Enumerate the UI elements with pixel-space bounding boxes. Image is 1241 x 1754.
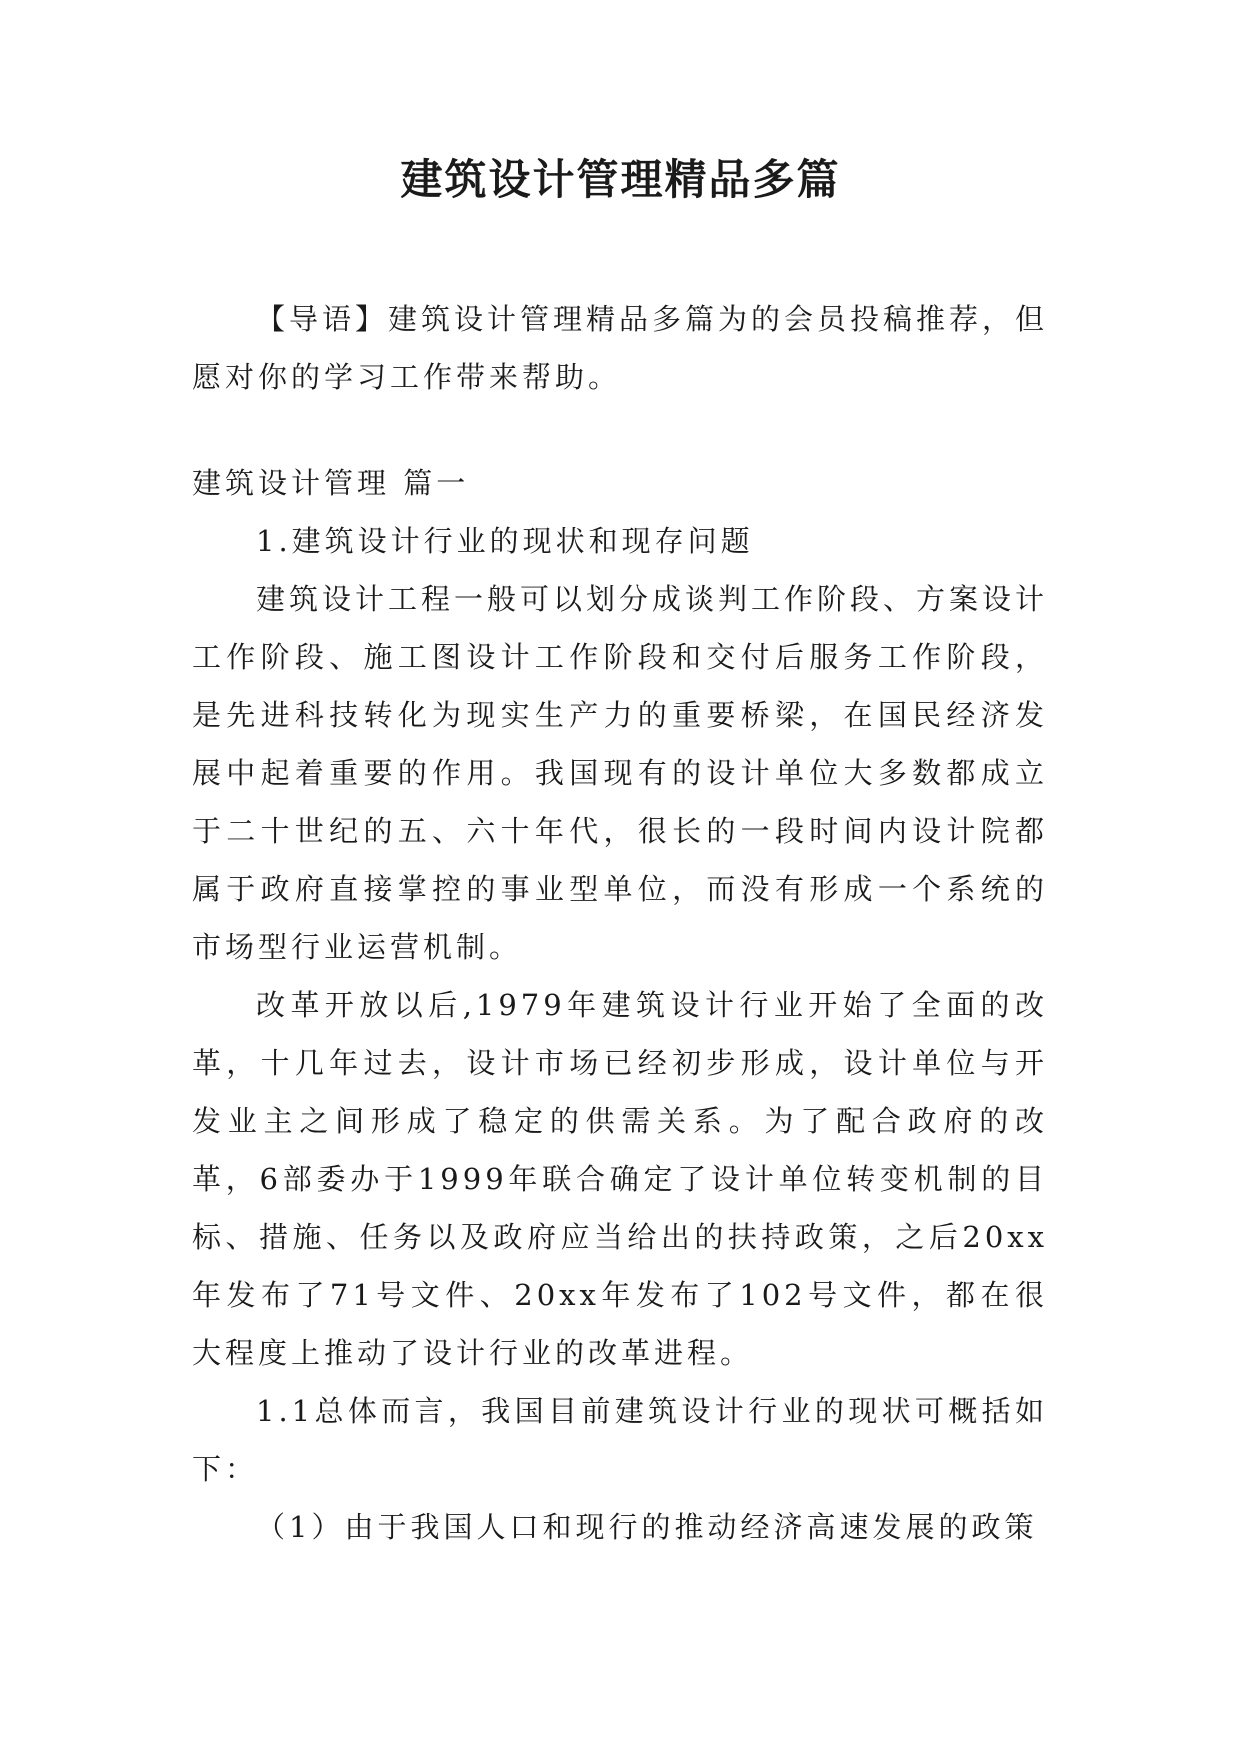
intro-paragraph: 【导语】建筑设计管理精品多篇为的会员投稿推荐，但愿对你的学习工作带来帮助。 [192, 302, 1049, 394]
document-body [192, 290, 1048, 1556]
section-subheading: 1.建筑设计行业的现状和现存问题 [256, 524, 754, 558]
body-paragraph: 建筑设计工程一般可以划分成谈判工作阶段、方案设计工作阶段、施工图设计工作阶段和交付后服务工作阶段，是先进科技转化为现实生产力的重要桥梁，在国民经济发展中起着重要的作用。我国现有的设计单位大多数都成立于二十世纪的五、六十年代，很长的一段时间内设计院都属于政府直接掌控的事业型单位，而没有形成一个系统的市场型行业运营机制。 [192, 582, 1049, 964]
body-paragraph: 改革开放以后,1979年建筑设计行业开始了全面的改革，十几年过去，设计市场已经初步形成，设计单位与开发业主之间形成了稳定的供需关系。为了配合政府的改革，6部委办于1999年联合确定了设计单位转变机制的目标、措施、任务以及政府应当给出的扶持政策，之后20xx年发布了71号文件、20xx年发布了102号文件，都在很大程度上推动了设计行业的改革进程。 [192, 988, 1048, 1370]
list-item: （1）由于我国人口和现行的推动经济高速发展的政策 [256, 1510, 1038, 1544]
section-heading: 建筑设计管理 篇一 [192, 466, 470, 500]
document-title: 建筑设计管理精品多篇 [400, 155, 841, 204]
body-paragraph: 1.1总体而言，我国目前建筑设计行业的现状可概括如下： [192, 1394, 1048, 1486]
